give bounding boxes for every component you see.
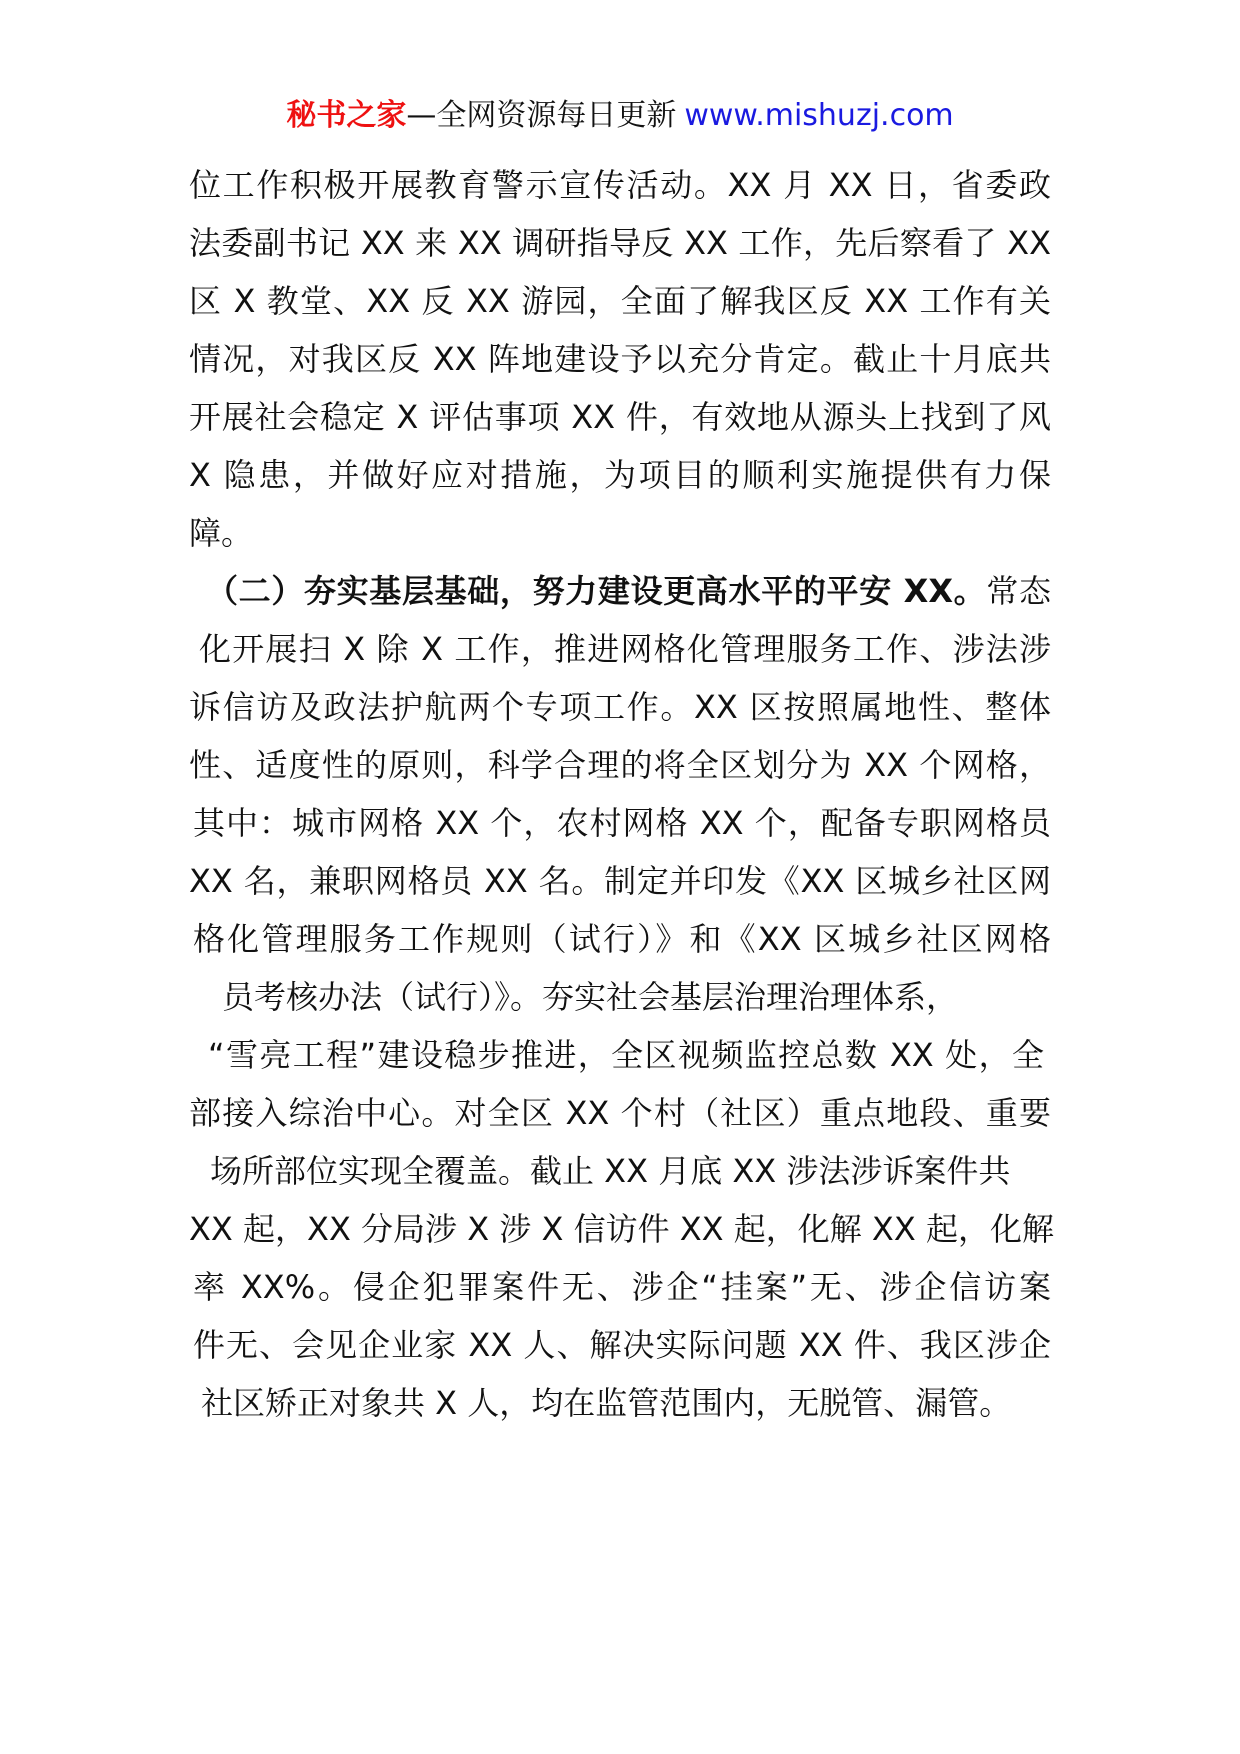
site-url-link[interactable]: www.mishuzj.com xyxy=(684,98,954,133)
section-heading-line xyxy=(206,566,1051,616)
text-line: 率 XX%。侵企犯罪案件无、涉企“挂案”无、涉企信访案 xyxy=(193,1268,1051,1306)
header-slogan: —全网资源每日更新 xyxy=(406,98,677,133)
text-line: 件无、会见企业家 XX 人、解决实际问题 XX 件、我区涉企 xyxy=(193,1326,1051,1364)
text-line: XX 名，兼职网格员 XX 名。制定并印发《XX 区城乡社区网 xyxy=(189,862,1051,900)
text-line: “雪亮工程”建设稳步推进，全区视频监控总数 XX 处，全 xyxy=(208,1036,1044,1074)
text-line: 区 X 教堂、XX 反 XX 游园，全面了解我区反 XX 工作有关 xyxy=(189,282,1051,320)
text-line: 位工作积极开展教育警示宣传活动。XX 月 XX 日，省委政 xyxy=(189,166,1051,204)
text-line: X 隐患，并做好应对措施，为项目的顺利实施提供有力保 xyxy=(189,456,1051,494)
text-fragment: 常态 xyxy=(986,572,1051,610)
text-line: 社区矫正对象共 X 人，均在监管范围内，无脱管、漏管。 xyxy=(201,1384,1012,1422)
text-line: 情况，对我区反 XX 阵地建设予以充分肯定。截止十月底共 xyxy=(189,340,1051,378)
text-line: 性、适度性的原则，科学合理的将全区划分为 XX 个网格， xyxy=(189,746,1051,784)
text-line: 开展社会稳定 X 评估事项 XX 件，有效地从源头上找到了风 xyxy=(189,398,1051,436)
text-line: 法委副书记 XX 来 XX 调研指导反 XX 工作，先后察看了 XX xyxy=(189,224,1051,262)
section-heading: （二）夯实基层基础，努力建设更高水平的平安 XX。 xyxy=(206,572,987,610)
text-line: 化开展扫 X 除 X 工作，推进网格化管理服务工作、涉法涉 xyxy=(199,630,1051,668)
site-header xyxy=(0,96,1240,136)
text-line: XX 起，XX 分局涉 X 涉 X 信访件 XX 起，化解 XX 起，化解 xyxy=(189,1210,1054,1248)
brand-name: 秘书之家 xyxy=(286,98,407,133)
text-line: 场所部位实现全覆盖。截止 XX 月底 XX 涉法涉诉案件共 xyxy=(210,1152,1011,1190)
text-line: 其中：城市网格 XX 个，农村网格 XX 个，配备专职网格员 xyxy=(193,804,1051,842)
text-line: 诉信访及政法护航两个专项工作。XX 区按照属地性、整体 xyxy=(189,688,1051,726)
text-line: 员考核办法（试行）》。夯实社会基层治理治理体系， xyxy=(222,978,959,1016)
text-line: 障。 xyxy=(189,514,254,552)
text-line: 格化管理服务工作规则（试行）》和《XX 区城乡社区网格 xyxy=(193,920,1051,958)
text-line: 部接入综治中心。对全区 XX 个村（社区）重点地段、重要 xyxy=(189,1094,1051,1132)
